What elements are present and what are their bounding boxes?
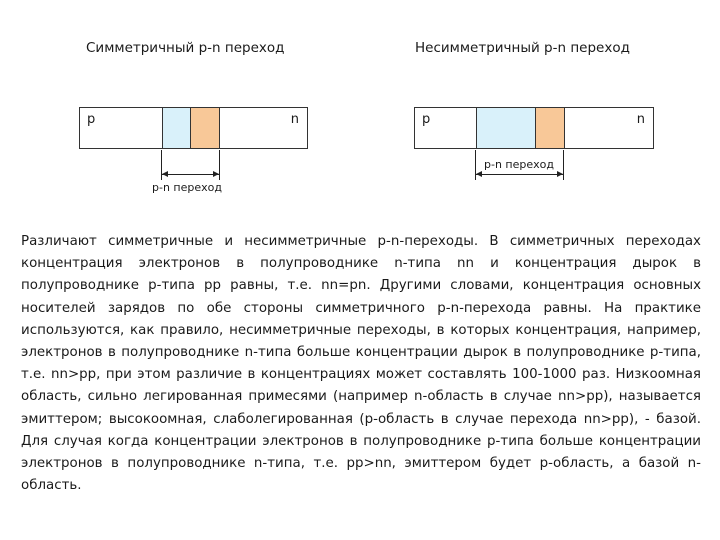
- asymmetric-junction-width-line: [476, 174, 563, 175]
- asymmetric-junction-label: p-n переход: [484, 158, 554, 171]
- symmetric-n-depletion-zone: [191, 108, 220, 148]
- asymmetric-n-depletion-zone: [536, 108, 565, 148]
- symmetric-junction-title: Симметричный p-n переход: [86, 40, 285, 56]
- symmetric-p-depletion-zone: [162, 108, 191, 148]
- symmetric-junction-bar: [79, 107, 308, 149]
- asymmetric-p-region-label: p: [422, 112, 431, 127]
- arrow-left-icon: [476, 171, 482, 177]
- symmetric-junction-width-line: [162, 174, 219, 175]
- asymmetric-n-region-label: n: [636, 112, 645, 127]
- asymmetric-p-depletion-zone: [476, 108, 536, 148]
- asymmetric-junction-bar: [414, 107, 654, 149]
- symmetric-p-region-label: p: [87, 112, 96, 127]
- symmetric-junction-label: p-n переход: [152, 181, 222, 194]
- asymmetric-junction-right-tick: [563, 150, 564, 180]
- explanation-paragraph: Различают симметричные и несимметричные p-n-переходы. В симметричных переходах концентрация электронов в полупроводнике n-типа nn и концентрация дырок в полупроводнике p-типа pp равны, т.е. nn=pn. Другими словами, концентрация основных носителей зарядов по обе стороны симметричного p-n-перехода равны. На практике используются, как правило, несимметричные переходы, в которых концентрация, например, электронов в полупроводнике n-типа больше концентрации дырок в полупроводнике p-типа, т.е. nn>pp, при этом различие в концентрациях может составлять 100-1000 раз. Низкоомная область, сильно легированная примесями (например n-область в случае nn>pp), называется эмиттером; высокоомная, слаболегированная (p-область в случае перехода nn>pp), - базой. Для случая когда концентрации электронов в полупроводнике p-типа больше концентрации электронов в полупроводнике n-типа, т.е. pp>nn, эмиттером будет p-область, а базой n-область.: [21, 234, 701, 494]
- arrow-right-icon: [557, 171, 563, 177]
- arrow-left-icon: [162, 171, 168, 177]
- symmetric-n-region-label: n: [290, 112, 299, 127]
- asymmetric-junction-title: Несимметричный p-n переход: [415, 40, 630, 56]
- symmetric-junction-right-tick: [219, 150, 220, 180]
- arrow-right-icon: [213, 171, 219, 177]
